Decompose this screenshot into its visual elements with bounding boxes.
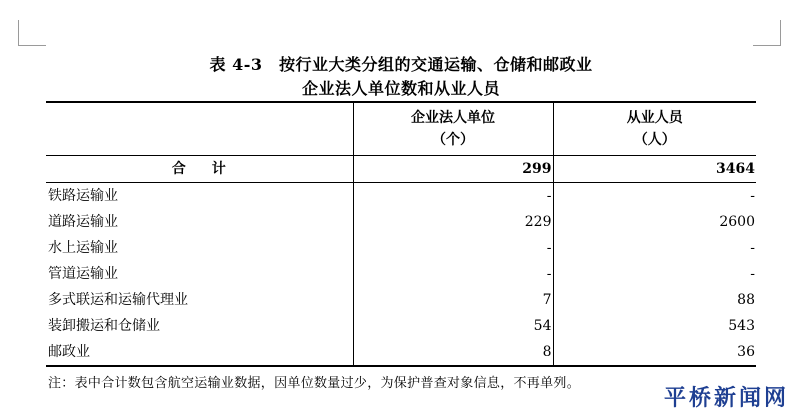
row-label: 道路运输业: [48, 214, 118, 230]
table-row: [46, 183, 756, 210]
row-label: 水上运输业: [48, 240, 118, 256]
total-employees: 3464: [553, 156, 756, 183]
total-label: 合计: [46, 156, 353, 183]
row-employees: 88: [553, 287, 756, 313]
table-title-line1: 表 4-3 按行业大类分组的交通运输、仓储和邮政业: [209, 55, 593, 74]
row-employees: -: [553, 235, 756, 261]
header-employees: [553, 102, 756, 156]
row-employees: 543: [553, 313, 756, 339]
statistics-table: [46, 101, 756, 367]
row-employees: -: [553, 261, 756, 287]
row-employees: 2600: [553, 209, 756, 235]
row-label: 铁路运输业: [48, 188, 118, 204]
row-units: -: [353, 235, 553, 261]
row-units: 8: [353, 339, 553, 366]
header-employees-label: 从业人员: [626, 110, 683, 126]
row-label: 邮政业: [46, 339, 353, 366]
table-row: [46, 209, 756, 235]
header-category: [46, 102, 353, 156]
total-units: 299: [353, 156, 553, 183]
row-label: 管道运输业: [48, 266, 118, 282]
row-label: 多式联运和运输代理业: [48, 292, 188, 308]
crop-mark-top-right-horizontal: [753, 45, 781, 46]
crop-mark-top-left-vertical: [18, 20, 19, 46]
row-units: -: [353, 261, 553, 287]
table-row: [46, 261, 756, 287]
table-header-row: [46, 102, 756, 156]
table-row: [46, 313, 756, 339]
crop-mark-top-right-vertical: [780, 20, 781, 46]
row-units: -: [353, 183, 553, 210]
table-footnote: 注：表中合计数包含航空运输业数据，因单位数量过少，为保护普查对象信息，不再单列。: [48, 376, 581, 391]
table-row: [46, 287, 756, 313]
table-row: [46, 235, 756, 261]
watermark-logo-text: 平桥新闻网: [663, 385, 789, 411]
row-label: 装卸搬运和仓储业: [48, 318, 160, 334]
table-title-line2: 企业法人单位数和从业人员: [301, 79, 500, 98]
row-employees: -: [553, 183, 756, 210]
row-units: 229: [353, 209, 553, 235]
crop-mark-top-left-horizontal: [18, 45, 46, 46]
row-employees: 36: [553, 339, 756, 366]
table-row: [46, 339, 756, 366]
header-legal-units-unit: （个）: [432, 132, 474, 148]
table-total-row: [46, 156, 756, 183]
header-legal-units: [353, 102, 553, 156]
header-legal-units-label: 企业法人单位: [411, 110, 495, 126]
row-units: 54: [353, 313, 553, 339]
row-units: 7: [353, 287, 553, 313]
header-employees-unit: （人）: [633, 132, 676, 148]
